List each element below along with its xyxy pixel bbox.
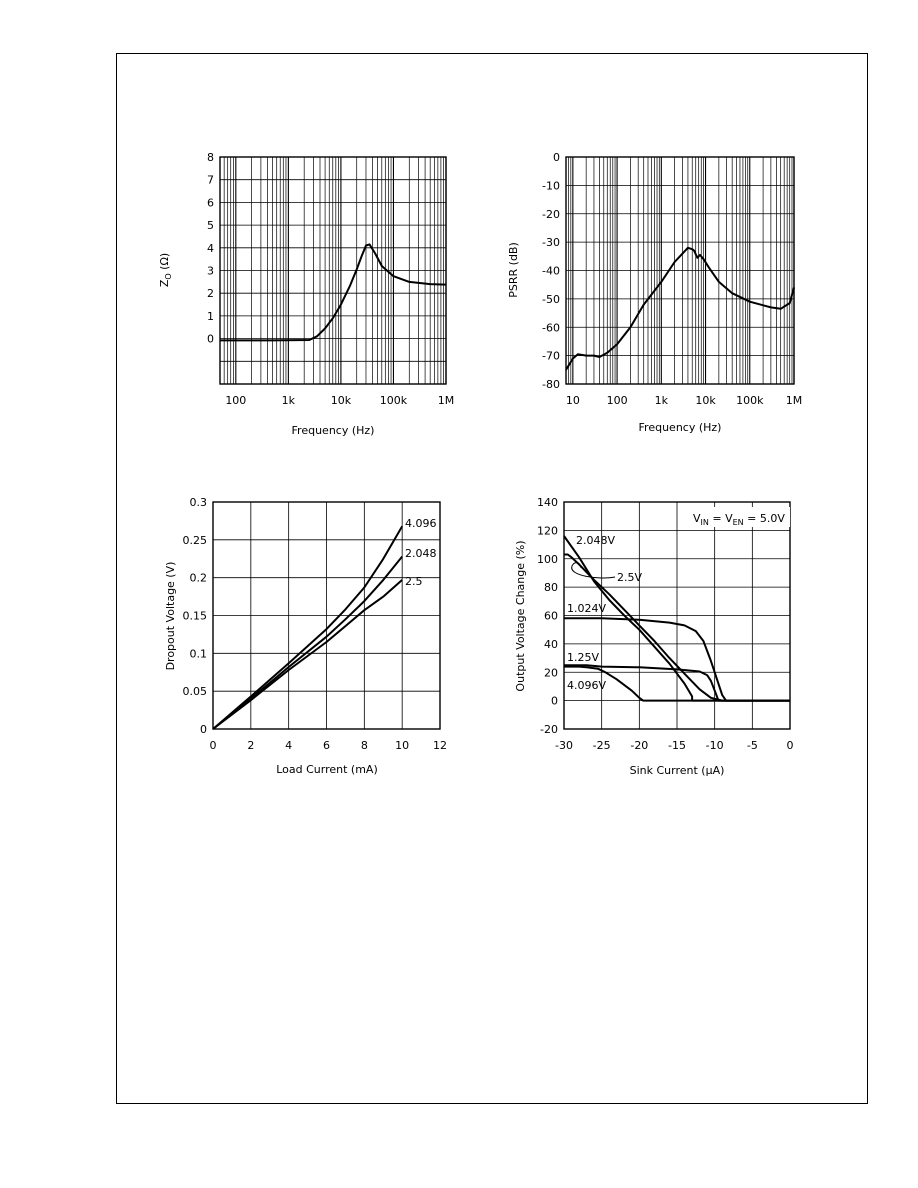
- y-tick-label: 2: [207, 287, 214, 301]
- x-axis-label: Frequency (Hz): [638, 421, 722, 434]
- y-tick-label: 0: [551, 694, 558, 708]
- x-tick-label: 100k: [379, 394, 408, 407]
- y-tick-label: 6: [207, 196, 214, 210]
- x-tick-label: 1k: [281, 394, 296, 407]
- y-axis-label: Output Voltage Change (%): [514, 540, 527, 692]
- chart-dropout-voltage: [164, 496, 447, 776]
- chart-psrr: [507, 151, 802, 434]
- y-tick-label: 0.3: [189, 496, 207, 509]
- x-tick-label: 100: [606, 394, 628, 407]
- y-tick-label: 80: [544, 581, 558, 595]
- y-tick-label: 0: [553, 151, 560, 164]
- y-tick-label: -80: [542, 378, 560, 391]
- y-tick-label: 0.1: [189, 647, 207, 661]
- y-tick-label: 60: [544, 609, 558, 623]
- series-label-1024v: 1.024V: [567, 602, 607, 615]
- y-tick-label: -20: [542, 207, 560, 221]
- x-tick-label: 10: [395, 739, 410, 752]
- y-tick-label: 100: [537, 552, 558, 566]
- x-tick-label: 10: [565, 394, 580, 407]
- y-tick-label: -40: [542, 264, 560, 278]
- series-label-4096v: 4.096V: [567, 679, 607, 692]
- y-tick-label: 7: [207, 173, 214, 187]
- y-tick-label: 120: [537, 524, 558, 538]
- x-tick-label: 10k: [695, 394, 716, 407]
- series-label-2-5v: 2.5V: [617, 571, 643, 584]
- x-tick-label: 12: [433, 739, 447, 752]
- y-axis-label: PSRR (dB): [507, 242, 520, 298]
- series-line-1: [213, 557, 402, 730]
- y-tick-label: 0.2: [189, 571, 207, 585]
- x-tick-label: 100k: [736, 394, 764, 407]
- y-tick-label: 0: [207, 332, 214, 346]
- x-tick-label: 1M: [437, 394, 455, 407]
- series-line-2: [213, 580, 402, 729]
- y-tick-label: 4: [207, 241, 214, 255]
- y-axis-label: Dropout Voltage (V): [164, 561, 177, 671]
- y-tick-label: -10: [542, 179, 560, 193]
- x-axis-label: Frequency (Hz): [291, 424, 375, 437]
- y-tick-label: 0.15: [182, 609, 207, 623]
- x-axis-label: Sink Current (μA): [629, 764, 725, 777]
- x-tick-label: 0: [786, 739, 794, 752]
- y-tick-label: 0: [200, 723, 207, 736]
- y-tick-label: 0.05: [182, 685, 207, 699]
- label-leader-2-5v: [572, 563, 615, 578]
- series-label-25: 2.5: [405, 575, 423, 588]
- x-tick-label: 2: [247, 739, 255, 752]
- x-tick-label: 8: [360, 739, 368, 752]
- series-label-2048: 2.048: [405, 547, 437, 560]
- x-tick-label: 10k: [330, 394, 352, 407]
- x-tick-label: 100: [225, 394, 247, 407]
- y-tick-label: 1: [207, 309, 214, 323]
- x-tick-label: 4: [285, 739, 293, 752]
- series-label-125v: 1.25V: [567, 651, 600, 664]
- y-tick-label: 20: [544, 666, 558, 680]
- y-tick-label: 3: [207, 264, 214, 278]
- series-line-0: [213, 526, 402, 729]
- x-tick-label: 1M: [785, 394, 803, 407]
- chart-sink-current: [514, 496, 794, 777]
- y-tick-label: -70: [542, 349, 560, 363]
- x-tick-label: 0: [209, 739, 217, 752]
- y-tick-label: -30: [542, 236, 560, 250]
- y-tick-label: -20: [540, 723, 558, 736]
- x-tick-label: -5: [746, 739, 758, 752]
- series-line-0: [566, 248, 794, 370]
- x-tick-label: 1k: [654, 394, 668, 407]
- x-tick-label: -25: [592, 739, 611, 752]
- x-tick-label: -10: [705, 739, 724, 752]
- y-axis-label: $Z_O$ (Ω): [158, 252, 173, 288]
- y-tick-label: 0.25: [182, 533, 207, 547]
- x-axis-label: Load Current (mA): [276, 763, 378, 776]
- y-tick-label: -60: [542, 321, 560, 335]
- supply-annotation: $V_{IN} = V_{EN} = 5.0V$: [693, 512, 785, 527]
- x-tick-label: -30: [555, 739, 573, 752]
- series-label-4096: 4.096: [405, 517, 437, 530]
- y-tick-label: 40: [544, 637, 558, 651]
- x-tick-label: -15: [668, 739, 686, 752]
- series-label-2048v: 2.048V: [576, 534, 616, 547]
- x-tick-label: 6: [323, 739, 330, 752]
- y-tick-label: 140: [537, 496, 558, 509]
- y-tick-label: -50: [542, 292, 560, 306]
- y-tick-label: 8: [207, 151, 214, 164]
- chart-output-impedance: [158, 151, 454, 437]
- x-tick-label: -20: [630, 739, 649, 752]
- y-tick-label: 5: [207, 219, 214, 233]
